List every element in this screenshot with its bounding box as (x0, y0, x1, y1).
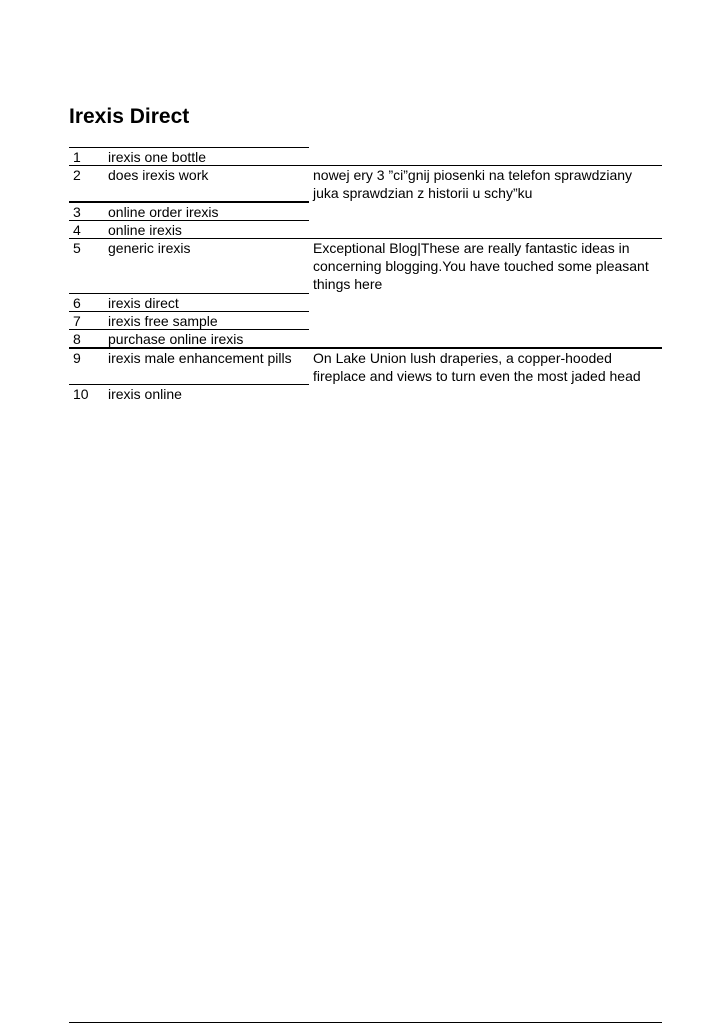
row-divider (69, 293, 309, 294)
row-keyword: purchase online irexis (108, 331, 244, 347)
row-keyword: irexis one bottle (108, 149, 207, 165)
row-divider (69, 384, 309, 385)
row-keyword: does irexis work (108, 167, 209, 183)
row-keyword: irexis male enhancement pills (108, 350, 292, 366)
row-number: 2 (73, 167, 81, 183)
row-keyword: irexis free sample (108, 313, 218, 329)
row-number: 4 (73, 222, 81, 238)
row-number: 1 (73, 149, 81, 165)
row-note: Exceptional Blog|These are really fantastic ideas in concerning blogging.You have touched some pleasant things here (313, 240, 649, 292)
row-keyword: online order irexis (108, 204, 219, 220)
row-number: 7 (73, 313, 81, 329)
footer-divider (69, 1022, 662, 1023)
row-number: 8 (73, 331, 81, 347)
row-number: 3 (73, 204, 81, 220)
row-keyword: online irexis (108, 222, 182, 238)
row-note: On Lake Union lush draperies, a copper-hooded fireplace and views to turn even the most jaded head (313, 350, 641, 384)
row-number: 9 (73, 350, 81, 366)
row-note: nowej ery 3 ”ci”gnij piosenki na telefon sprawdziany juka sprawdzian z historii u schy”ku (313, 167, 633, 201)
row-number: 5 (73, 240, 81, 256)
row-number: 6 (73, 295, 81, 311)
row-number: 10 (73, 386, 89, 402)
row-keyword: generic irexis (108, 240, 191, 256)
row-keyword: irexis direct (108, 295, 179, 311)
page-title: Irexis Direct (69, 105, 190, 128)
row-keyword: irexis online (108, 386, 182, 402)
